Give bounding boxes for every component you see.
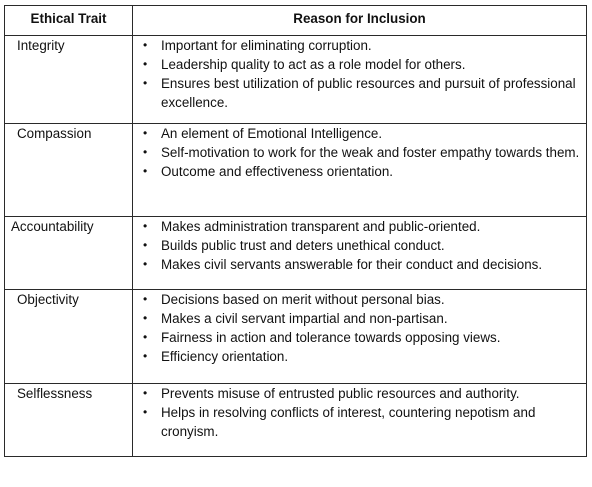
bullet-icon: • bbox=[143, 57, 148, 71]
bullet-icon: • bbox=[143, 386, 148, 400]
trait-name: Selflessness bbox=[5, 384, 133, 457]
list-item: • Decisions based on merit without personal bias. bbox=[143, 292, 445, 307]
header-reason-for-inclusion: Reason for Inclusion bbox=[133, 6, 587, 36]
reason-cell bbox=[133, 124, 587, 217]
ethical-traits-table bbox=[4, 5, 587, 457]
bullet-icon: • bbox=[143, 257, 148, 271]
reason-cell bbox=[133, 36, 587, 124]
trait-name: Integrity bbox=[5, 36, 133, 124]
trait-name: Objectivity bbox=[5, 290, 133, 384]
reason-list bbox=[133, 217, 586, 274]
header-ethical-trait: Ethical Trait bbox=[5, 6, 133, 36]
list-item: • Self-motivation to work for the weak and foster empathy towards them. bbox=[143, 145, 580, 160]
bullet-icon: • bbox=[143, 126, 148, 140]
list-item: • Ensures best utilization of public resources and pursuit of professional excellence. bbox=[143, 76, 576, 110]
reason-list bbox=[133, 290, 586, 366]
list-item: • Outcome and effectiveness orientation. bbox=[143, 164, 393, 179]
trait-name: Accountability bbox=[5, 217, 133, 290]
bullet-icon: • bbox=[143, 311, 148, 325]
bullet-icon: • bbox=[143, 219, 148, 233]
bullet-icon: • bbox=[143, 349, 148, 363]
bullet-icon: • bbox=[143, 76, 148, 90]
bullet-icon: • bbox=[143, 145, 148, 159]
table-row bbox=[5, 290, 587, 384]
list-item: • Fairness in action and tolerance towards opposing views. bbox=[143, 330, 501, 345]
table-row bbox=[5, 36, 587, 124]
table-row bbox=[5, 217, 587, 290]
bullet-icon: • bbox=[143, 38, 148, 52]
list-item: • Efficiency orientation. bbox=[143, 349, 289, 364]
reason-list bbox=[133, 384, 586, 441]
list-item: • Makes a civil servant impartial and non-partisan. bbox=[143, 311, 448, 326]
bullet-icon: • bbox=[143, 330, 148, 344]
bullet-icon: • bbox=[143, 292, 148, 306]
bullet-icon: • bbox=[143, 238, 148, 252]
list-item: • Prevents misuse of entrusted public resources and authority. bbox=[143, 386, 520, 401]
list-item: • Builds public trust and deters unethical conduct. bbox=[143, 238, 445, 253]
table-row bbox=[5, 384, 587, 457]
list-item: • Leadership quality to act as a role model for others. bbox=[143, 57, 466, 72]
bullet-icon: • bbox=[143, 405, 148, 419]
list-item: • Makes civil servants answerable for their conduct and decisions. bbox=[143, 257, 543, 272]
list-item: • Makes administration transparent and public-oriented. bbox=[143, 219, 481, 234]
reason-cell bbox=[133, 384, 587, 457]
reason-list bbox=[133, 124, 586, 181]
reason-cell bbox=[133, 217, 587, 290]
reason-list bbox=[133, 36, 586, 112]
table-header-row bbox=[5, 6, 587, 36]
reason-cell bbox=[133, 290, 587, 384]
bullet-icon: • bbox=[143, 164, 148, 178]
table-row bbox=[5, 124, 587, 217]
list-item: • Important for eliminating corruption. bbox=[143, 38, 372, 53]
trait-name: Compassion bbox=[5, 124, 133, 217]
list-item: • An element of Emotional Intelligence. bbox=[143, 126, 383, 141]
list-item: • Helps in resolving conflicts of interest, countering nepotism and cronyism. bbox=[143, 405, 536, 439]
